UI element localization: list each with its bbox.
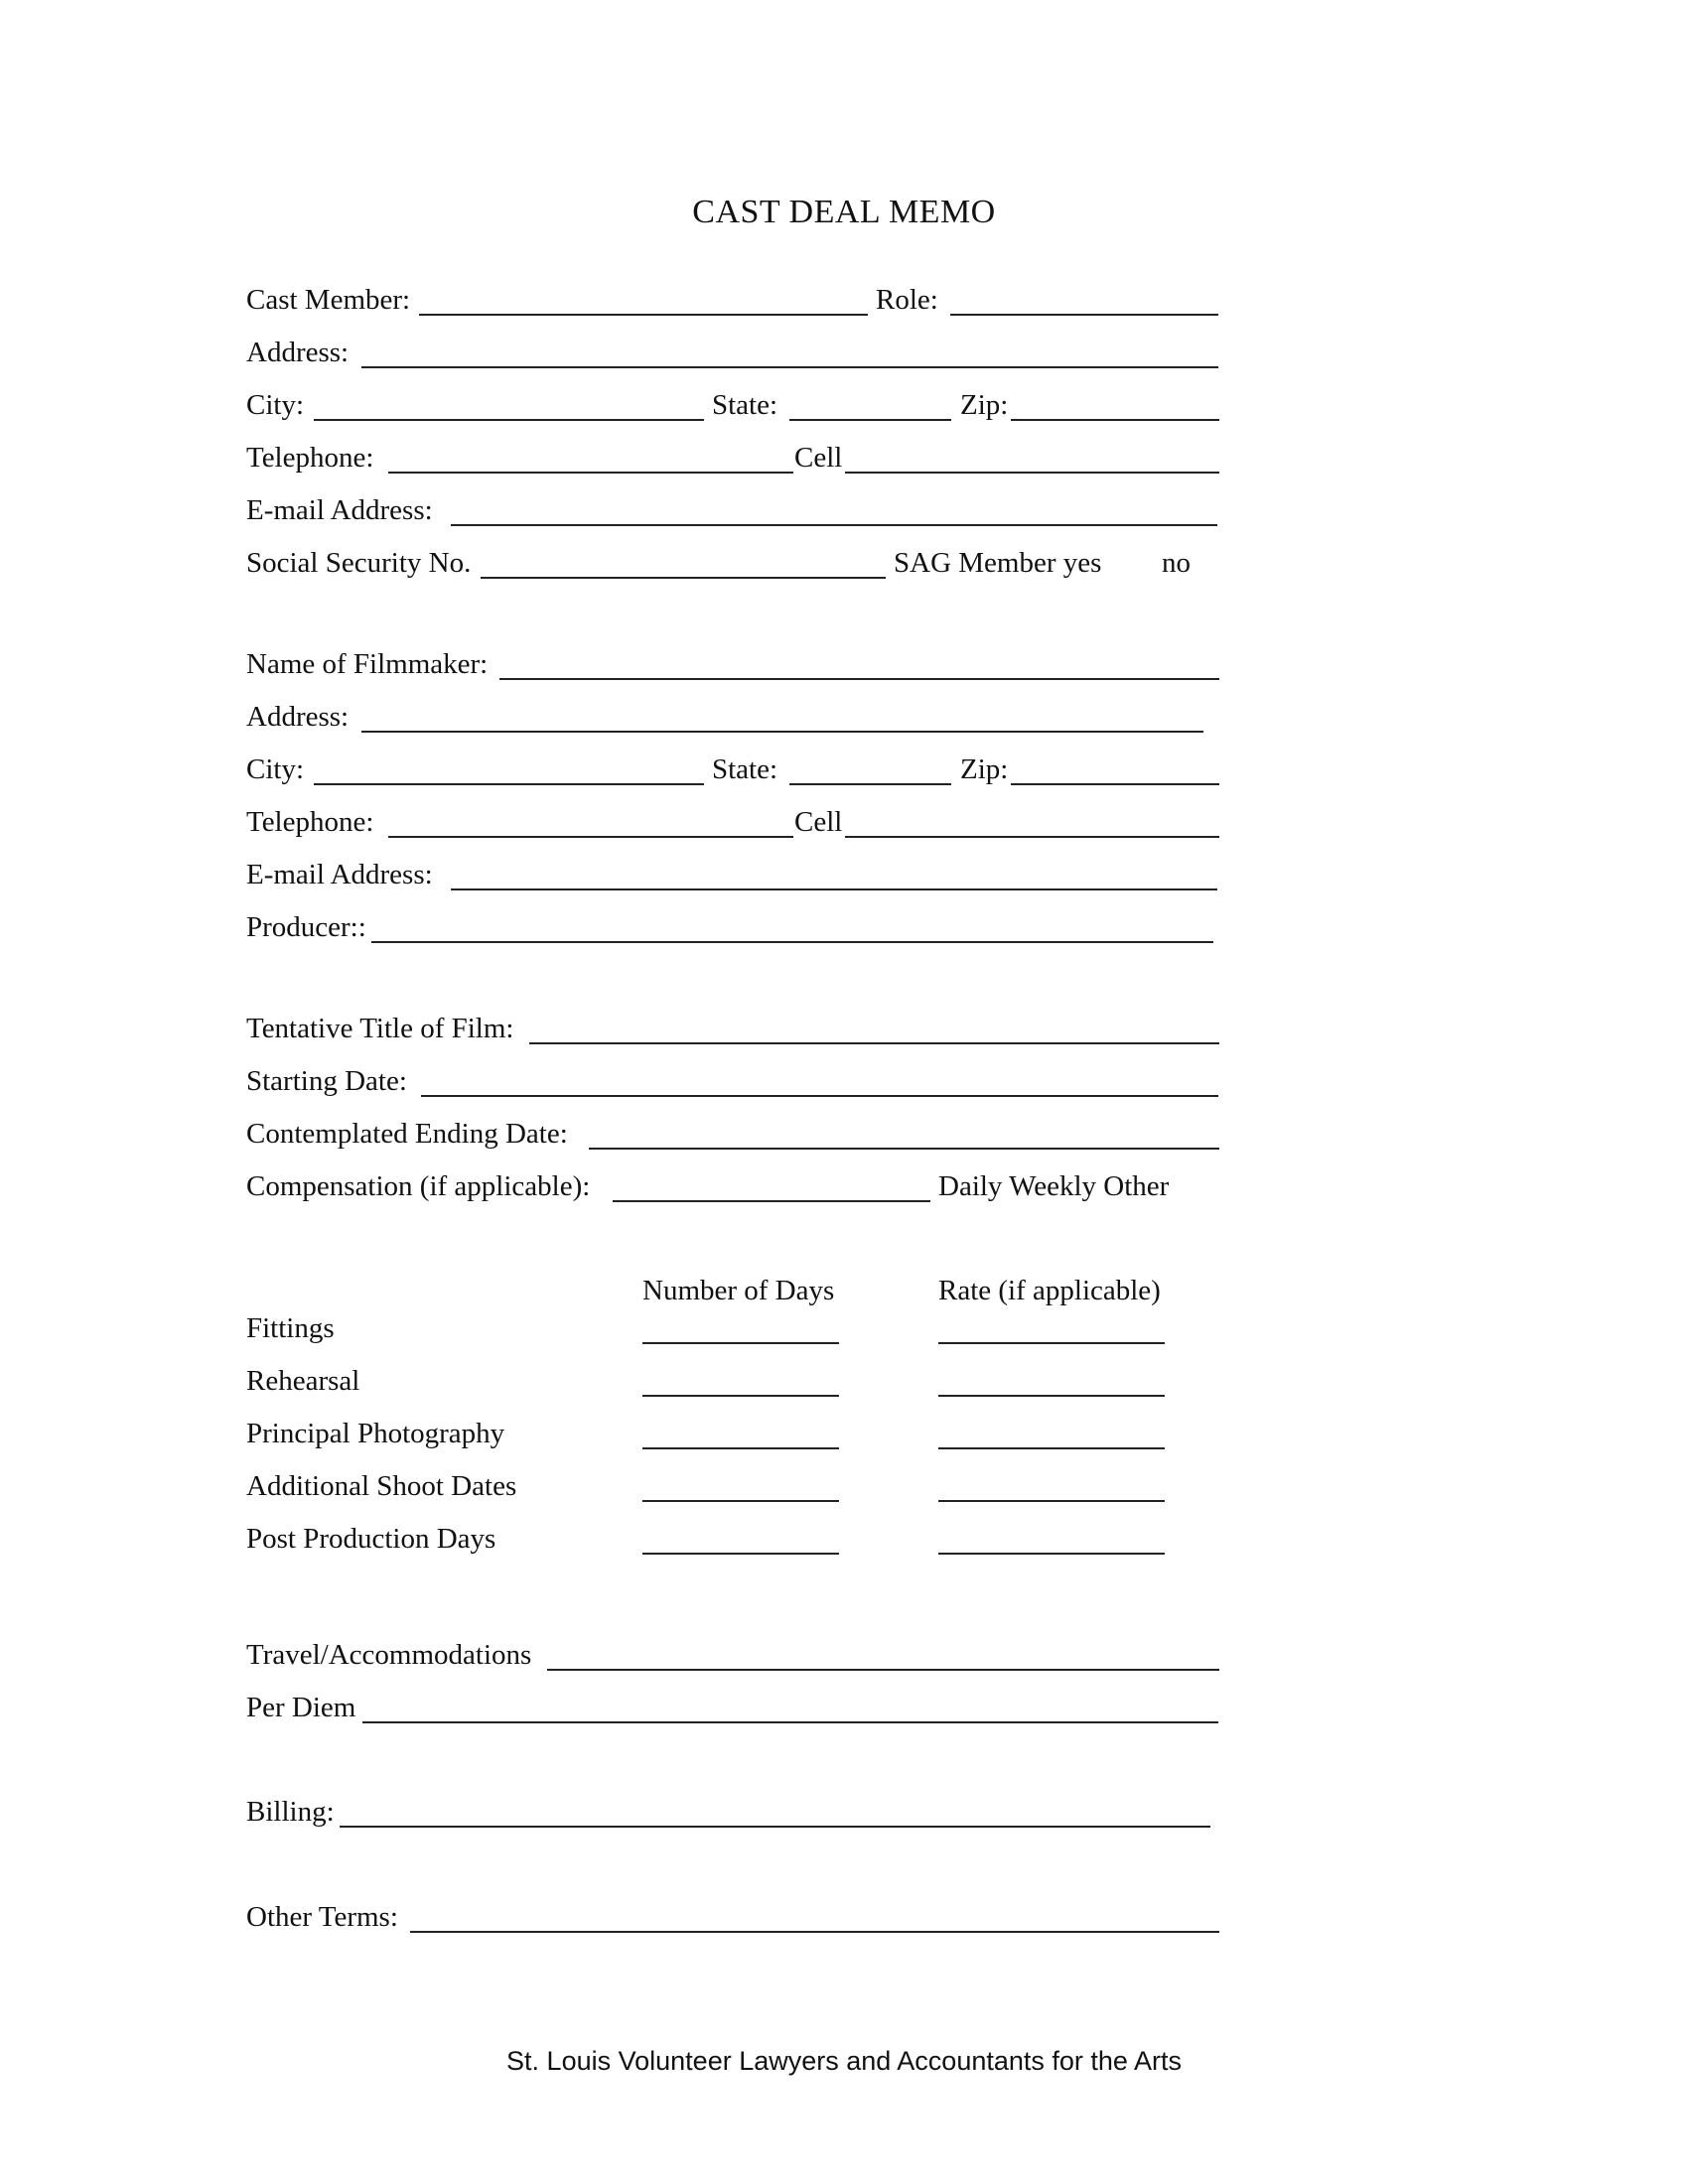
cast-address-label: Address: [246, 337, 350, 368]
other-terms-field[interactable] [410, 1931, 1219, 1933]
filmmaker-telephone-label: Telephone: [246, 806, 374, 838]
starting-date-label: Starting Date: [246, 1065, 407, 1097]
additional-shoot-rate-field[interactable] [938, 1500, 1165, 1502]
producer-label: Producer:: [246, 911, 366, 943]
filmmaker-state-label: State: [712, 753, 778, 785]
page-title: CAST DEAL MEMO [692, 194, 996, 230]
filmmaker-address-label: Address: [246, 701, 350, 733]
filmmaker-city-field[interactable] [314, 783, 704, 785]
sag-member-label[interactable]: SAG Member yes [894, 547, 1102, 579]
producer-field[interactable] [371, 941, 1213, 943]
col-number-of-days: Number of Days [642, 1275, 835, 1306]
cast-member-label: Cast Member: [246, 284, 411, 316]
footer-organization: St. Louis Volunteer Lawyers and Accountants for the Arts [506, 2046, 1182, 2076]
billing-label: Billing: [246, 1796, 335, 1828]
cast-state-field[interactable] [789, 419, 951, 421]
role-label: Role: [876, 284, 938, 316]
cast-email-label: E-mail Address: [246, 494, 433, 526]
film-title-label: Tentative Title of Film: [246, 1013, 514, 1044]
ssn-field[interactable] [481, 577, 886, 579]
fittings-days-field[interactable] [642, 1342, 839, 1344]
cast-member-field[interactable] [419, 314, 868, 316]
role-field[interactable] [950, 314, 1218, 316]
post-production-rate-field[interactable] [938, 1553, 1165, 1555]
cast-address-field[interactable] [361, 366, 1218, 368]
compensation-label: Compensation (if applicable): [246, 1170, 591, 1202]
rehearsal-rate-field[interactable] [938, 1395, 1165, 1397]
post-production-days-field[interactable] [642, 1553, 839, 1555]
cast-cell-label: Cell [794, 442, 843, 474]
filmmaker-zip-label: Zip: [960, 753, 1009, 785]
ending-date-field[interactable] [589, 1148, 1219, 1150]
cast-telephone-field[interactable] [388, 472, 793, 474]
filmmaker-email-field[interactable] [451, 888, 1217, 890]
cast-city-field[interactable] [314, 419, 704, 421]
fittings-rate-field[interactable] [938, 1342, 1165, 1344]
ssn-label: Social Security No. [246, 547, 472, 579]
compensation-options[interactable]: Daily Weekly Other [938, 1170, 1170, 1202]
filmmaker-name-label: Name of Filmmaker: [246, 648, 489, 680]
ending-date-label: Contemplated Ending Date: [246, 1118, 568, 1150]
cast-zip-field[interactable] [1011, 419, 1219, 421]
filmmaker-city-label: City: [246, 753, 305, 785]
cast-city-label: City: [246, 389, 305, 421]
filmmaker-state-field[interactable] [789, 783, 951, 785]
filmmaker-email-label: E-mail Address: [246, 859, 433, 890]
schedule-row-label: Post Production Days [246, 1523, 496, 1555]
per-diem-field[interactable] [362, 1721, 1218, 1723]
col-rate: Rate (if applicable) [938, 1275, 1161, 1306]
sag-no-option[interactable]: no [1162, 547, 1191, 579]
filmmaker-cell-field[interactable] [845, 836, 1219, 838]
starting-date-field[interactable] [421, 1095, 1218, 1097]
schedule-row-label: Fittings [246, 1312, 335, 1344]
principal-photography-days-field[interactable] [642, 1447, 839, 1449]
principal-photography-rate-field[interactable] [938, 1447, 1165, 1449]
per-diem-label: Per Diem [246, 1692, 356, 1723]
rehearsal-days-field[interactable] [642, 1395, 839, 1397]
cast-zip-label: Zip: [960, 389, 1009, 421]
filmmaker-name-field[interactable] [499, 678, 1219, 680]
filmmaker-address-field[interactable] [361, 731, 1203, 733]
cast-cell-field[interactable] [845, 472, 1219, 474]
schedule-row-label: Principal Photography [246, 1418, 505, 1449]
travel-field[interactable] [547, 1669, 1219, 1671]
filmmaker-telephone-field[interactable] [388, 836, 793, 838]
cast-email-field[interactable] [451, 524, 1217, 526]
filmmaker-cell-label: Cell [794, 806, 843, 838]
schedule-row-label: Rehearsal [246, 1365, 360, 1397]
other-terms-label: Other Terms: [246, 1901, 398, 1933]
additional-shoot-days-field[interactable] [642, 1500, 839, 1502]
travel-label: Travel/Accommodations [246, 1639, 532, 1671]
film-title-field[interactable] [529, 1042, 1219, 1044]
filmmaker-zip-field[interactable] [1011, 783, 1219, 785]
cast-state-label: State: [712, 389, 778, 421]
cast-telephone-label: Telephone: [246, 442, 374, 474]
schedule-row-label: Additional Shoot Dates [246, 1470, 517, 1502]
billing-field[interactable] [340, 1826, 1210, 1828]
compensation-field[interactable] [613, 1200, 930, 1202]
